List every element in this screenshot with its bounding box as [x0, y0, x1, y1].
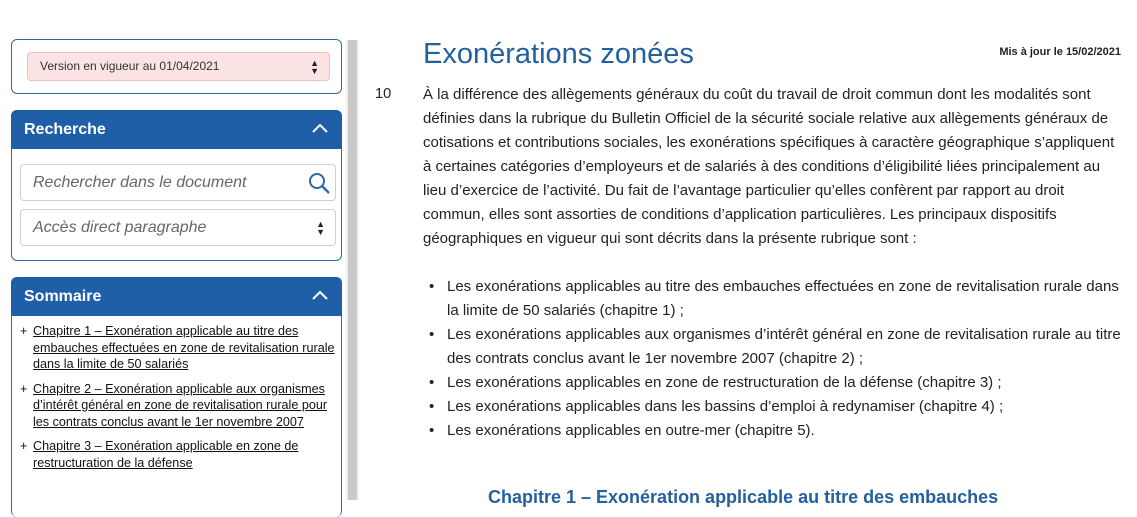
bullet-item: • Les exonérations applicables en outre-mer (chapitre 5).: [423, 419, 1123, 443]
summary-item: [20, 438, 335, 471]
summary-link[interactable]: Chapitre 1 – Exonération applicable au titre des embauches effectuées en zone de revitalisation rurale dans la limite de 50 salariés: [33, 324, 335, 371]
search-input[interactable]: [20, 164, 336, 201]
chevron-up-icon[interactable]: [312, 123, 328, 133]
bullet-list: [423, 275, 1123, 443]
sort-arrows-icon: ▲ ▼: [310, 58, 319, 76]
summary-link[interactable]: Chapitre 2 – Exonération applicable aux organismes d’intérêt général en zone de revitalisation rurale pour les contrats conclus avant le 1er novembre 2007: [33, 381, 328, 429]
bullet-item: • Les exonérations applicables au titre des embauches effectuées en zone de revitalisation rurale dans la limite de 50 salariés (chapitre 1) ;: [423, 275, 1123, 323]
bullet-item: • Les exonérations applicables dans les bassins d’emploi à redynamiser (chapitre 4) ;: [423, 395, 1123, 419]
summary-item: [20, 381, 335, 431]
sidebar-scrollbar[interactable]: [346, 40, 359, 500]
plus-icon[interactable]: +: [20, 381, 28, 396]
summary-panel-header[interactable]: [11, 277, 342, 316]
search-placeholder: Rechercher dans le document: [33, 174, 247, 191]
paragraph-text: À la différence des allègements généraux du coût du travail de droit commun dont les modalités sont définies dans la rubrique du Bulletin Officiel de la sécurité sociale relative aux allègements généraux de cotisations et contributions sociales, les exonérations spécifiques à caractère géographique s’appliquent à certaines catégories d’employeurs et de salariés à des conditions d’éligibilité liées principalement au lieu d’exercice de l’activité. Du fait de l’avantage particulier qu’elles confèrent par rapport au droit commun, elles sont assorties de conditions d’application particulières. Les principaux dispositifs géographiques en vigueur qui sont décrits dans la présente rubrique sont :: [423, 86, 1115, 247]
sidebar: [0, 0, 360, 500]
chevron-up-icon[interactable]: [312, 290, 328, 300]
summary-item: [20, 323, 335, 373]
paragraph-number: 10: [375, 86, 392, 102]
version-panel: [11, 39, 342, 94]
search-panel-title: Recherche: [24, 121, 106, 138]
summary-list: [20, 323, 335, 479]
version-select[interactable]: [27, 52, 330, 81]
bullet-item: • Les exonérations applicables en zone de restructuration de la défense (chapitre 3) ;: [423, 371, 1123, 395]
scrollbar-thumb[interactable]: [348, 40, 357, 500]
plus-icon[interactable]: +: [20, 324, 28, 338]
search-panel: [11, 110, 342, 261]
summary-link[interactable]: Chapitre 3 – Exonération applicable en zone de restructuration de la défense: [33, 439, 299, 470]
plus-icon[interactable]: +: [20, 439, 28, 453]
search-panel-header[interactable]: [11, 110, 342, 149]
sort-arrows-icon: ▲ ▼: [316, 219, 325, 237]
chapter-heading: Chapitre 1 – Exonération applicable au titre des embauches: [488, 487, 999, 507]
paragraph-select[interactable]: [20, 209, 336, 246]
summary-panel: [11, 277, 342, 517]
version-select-label: Version en vigueur au 01/04/2021: [40, 59, 220, 73]
bullet-item: • Les exonérations applicables aux organismes d’intérêt général en zone de revitalisation rurale au titre des contrats conclus avant le 1er novembre 2007 (chapitre 2) ;: [423, 323, 1123, 371]
search-icon[interactable]: [307, 171, 331, 195]
update-date: Mis à jour le 15/02/2021: [999, 46, 1121, 58]
paragraph-select-label: Accès direct paragraphe: [33, 219, 207, 236]
page-title: Exonérations zonées: [423, 38, 694, 70]
summary-panel-title: Sommaire: [24, 288, 102, 305]
main-content: [360, 0, 1137, 507]
